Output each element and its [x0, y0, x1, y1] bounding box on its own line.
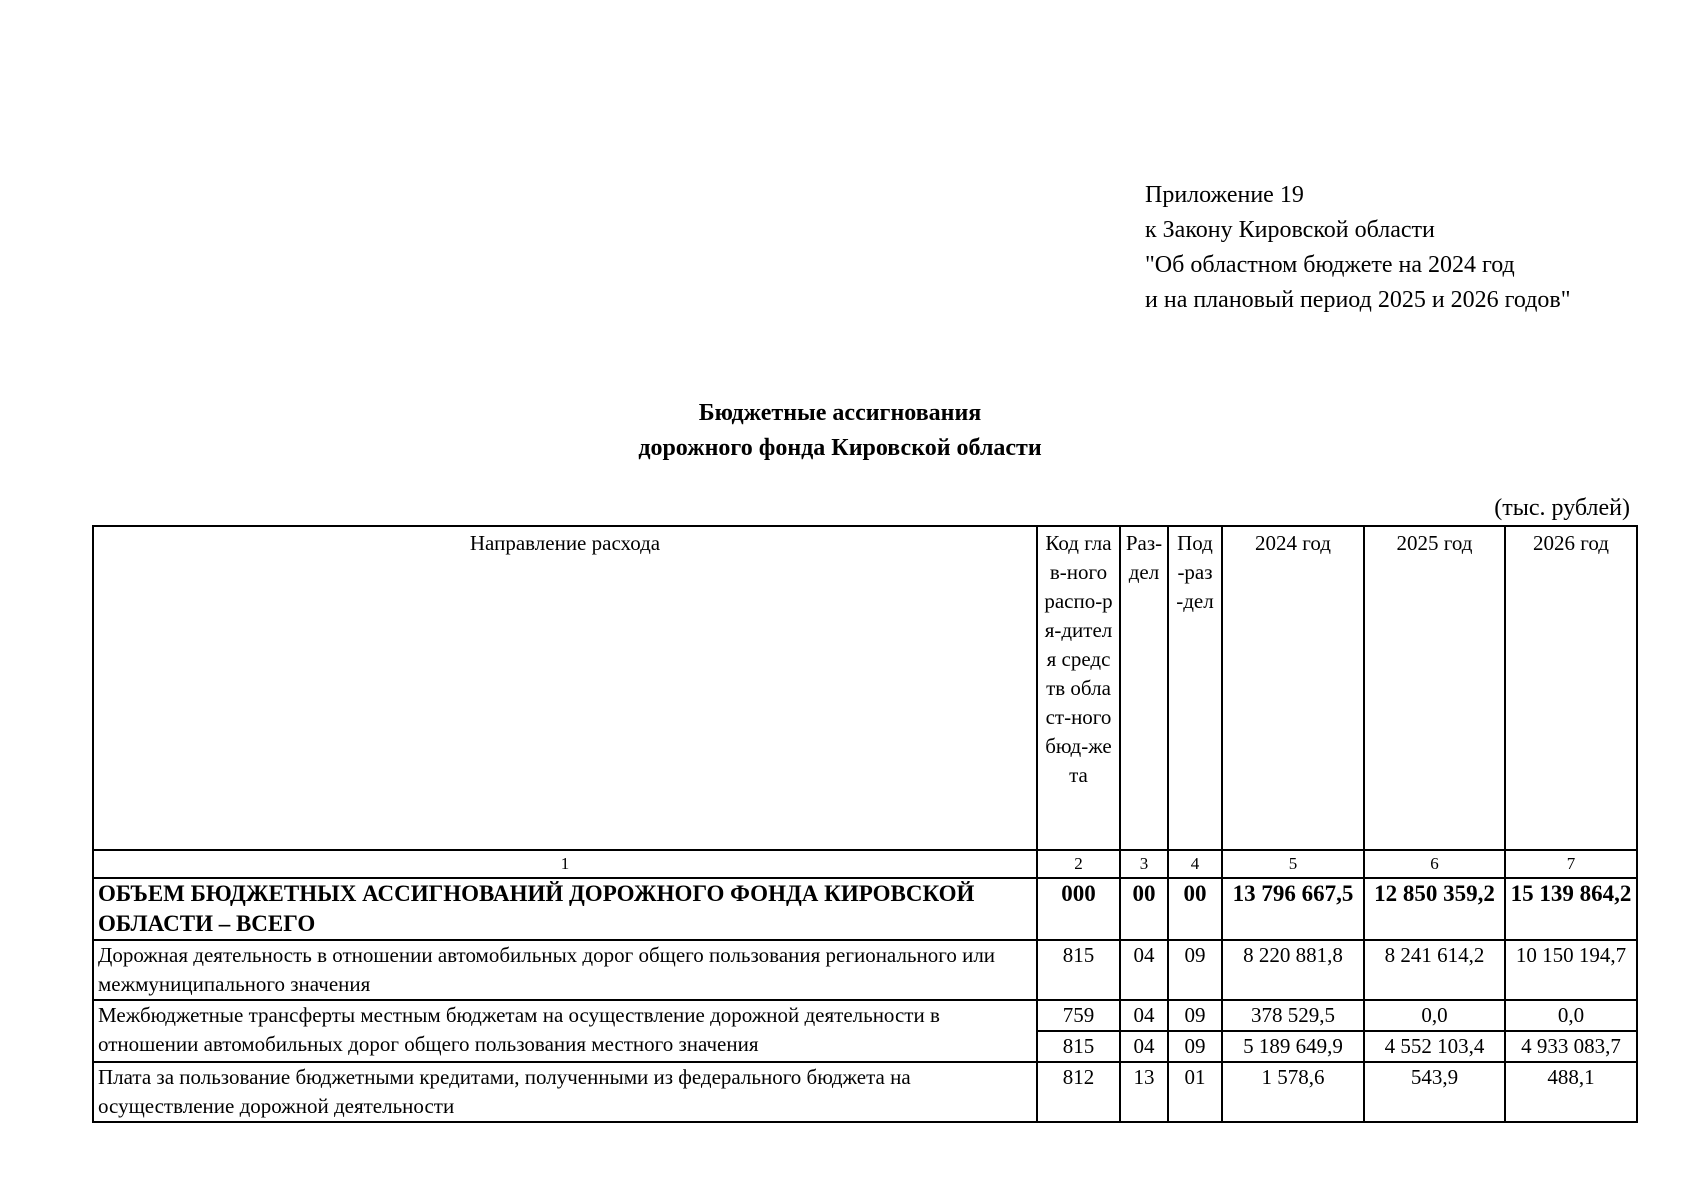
cell-code: 759 — [1037, 1000, 1120, 1031]
table-row — [93, 940, 1637, 1000]
cell-2026: 10 150 194,7 — [1505, 940, 1637, 1000]
cell-2026: 15 139 864,2 — [1505, 878, 1637, 940]
appendix-line-1: Приложение 19 — [1145, 182, 1304, 208]
cell-section: 04 — [1120, 1000, 1168, 1031]
cell-2025: 543,9 — [1364, 1062, 1505, 1122]
cell-2024: 8 220 881,8 — [1222, 940, 1364, 1000]
col-number-6: 6 — [1364, 850, 1505, 878]
cell-2024: 5 189 649,9 — [1222, 1031, 1364, 1062]
cell-2024: 13 796 667,5 — [1222, 878, 1364, 940]
appendix-line-4: и на плановый период 2025 и 2026 годов" — [1145, 287, 1571, 313]
cell-2024: 378 529,5 — [1222, 1000, 1364, 1031]
col-number-4: 4 — [1168, 850, 1222, 878]
cell-2025: 8 241 614,2 — [1364, 940, 1505, 1000]
header-code — [1037, 526, 1120, 850]
units-label: (тыс. рублей) — [1494, 495, 1630, 521]
header-row — [93, 526, 1637, 850]
budget-table — [92, 525, 1638, 1123]
table-row-total — [93, 878, 1637, 940]
cell-2025: 4 552 103,4 — [1364, 1031, 1505, 1062]
cell-subsection: 00 — [1168, 878, 1222, 940]
cell-2024: 1 578,6 — [1222, 1062, 1364, 1122]
col-number-3: 3 — [1120, 850, 1168, 878]
cell-2026: 488,1 — [1505, 1062, 1637, 1122]
col-number-5: 5 — [1222, 850, 1364, 878]
cell-direction: ОБЪЕМ БЮДЖЕТНЫХ АССИГНОВАНИЙ ДОРОЖНОГО ФОНДА КИРОВСКОЙ ОБЛАСТИ – ВСЕГО — [93, 878, 1037, 940]
cell-2026: 4 933 083,7 — [1505, 1031, 1637, 1062]
header-section-text: Раз-дел — [1125, 531, 1163, 584]
cell-code: 815 — [1037, 940, 1120, 1000]
cell-direction: Дорожная деятельность в отношении автомобильных дорог общего пользования регионального или межмуниципального значения — [93, 940, 1037, 1000]
cell-2025: 0,0 — [1364, 1000, 1505, 1031]
document-title — [560, 396, 1120, 466]
cell-direction: Межбюджетные трансферты местным бюджетам на осуществление дорожной деятельности в отношении автомобильных дорог общего пользования местного значения — [93, 1000, 1037, 1062]
header-subsection — [1168, 526, 1222, 850]
appendix-line-3: "Об областном бюджете на 2024 год — [1145, 252, 1515, 278]
cell-section: 04 — [1120, 1031, 1168, 1062]
cell-subsection: 09 — [1168, 1031, 1222, 1062]
header-code-text: Код глав-ного распо-ря-дителя средств област-ного бюд-жета — [1044, 531, 1113, 787]
cell-section: 04 — [1120, 940, 1168, 1000]
header-2025: 2025 год — [1364, 526, 1505, 850]
appendix-header — [1145, 178, 1571, 318]
cell-code: 000 — [1037, 878, 1120, 940]
column-number-row — [93, 850, 1637, 878]
cell-2026: 0,0 — [1505, 1000, 1637, 1031]
cell-subsection: 01 — [1168, 1062, 1222, 1122]
cell-code: 815 — [1037, 1031, 1120, 1062]
cell-section: 00 — [1120, 878, 1168, 940]
cell-direction: Плата за пользование бюджетными кредитами, полученными из федерального бюджета на осуществление дорожной деятельности — [93, 1062, 1037, 1122]
cell-subsection: 09 — [1168, 940, 1222, 1000]
table-row — [93, 1062, 1637, 1122]
cell-code: 812 — [1037, 1062, 1120, 1122]
header-2024: 2024 год — [1222, 526, 1364, 850]
appendix-line-2: к Закону Кировской области — [1145, 217, 1435, 243]
col-number-7: 7 — [1505, 850, 1637, 878]
table-row — [93, 1000, 1637, 1031]
title-line-2: дорожного фонда Кировской области — [638, 435, 1042, 461]
header-2026: 2026 год — [1505, 526, 1637, 850]
title-line-1: Бюджетные ассигнования — [698, 400, 982, 426]
cell-subsection: 09 — [1168, 1000, 1222, 1031]
col-number-1: 1 — [93, 850, 1037, 878]
cell-2025: 12 850 359,2 — [1364, 878, 1505, 940]
header-section — [1120, 526, 1168, 850]
col-number-2: 2 — [1037, 850, 1120, 878]
header-direction: Направление расхода — [93, 526, 1037, 850]
cell-section: 13 — [1120, 1062, 1168, 1122]
header-subsection-text: Под-раз-дел — [1176, 531, 1214, 613]
